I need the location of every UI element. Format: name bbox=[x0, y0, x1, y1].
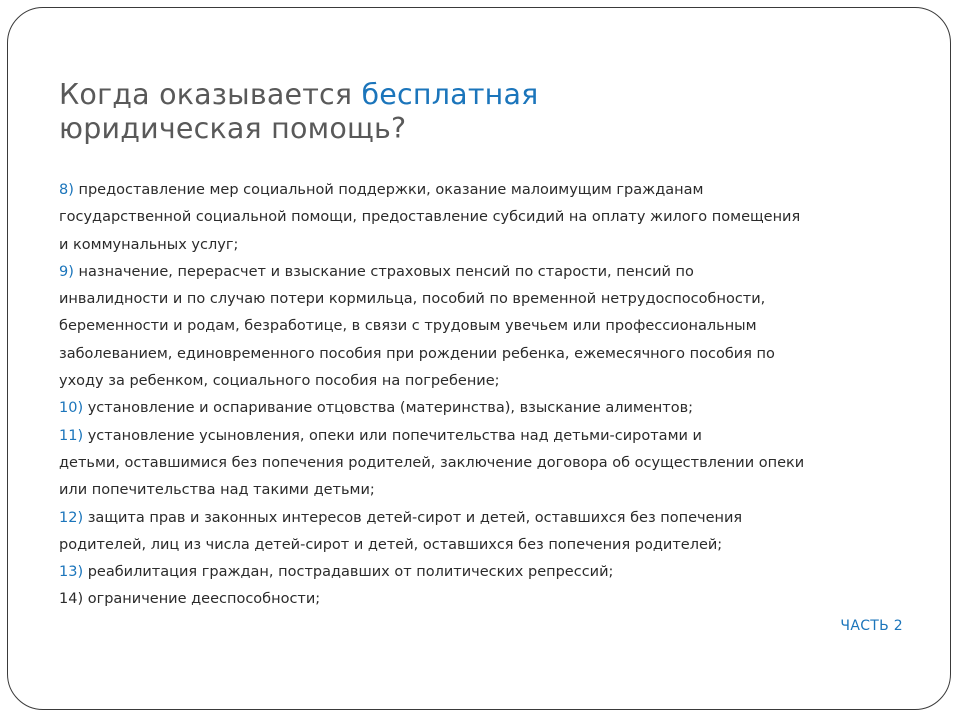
item-line: беременности и родам, безработице, в связи с трудовым увечьем или профессиональным bbox=[59, 318, 757, 335]
item-number: 12) bbox=[59, 509, 84, 526]
item-line: или попечительства над такими детьми; bbox=[59, 482, 375, 499]
item-line: и коммунальных услуг; bbox=[59, 236, 239, 253]
item-line: защита прав и законных интересов детей-сирот и детей, оставшихся без попечения bbox=[87, 509, 743, 526]
list-item-9-cont bbox=[59, 368, 889, 395]
item-line: реабилитация граждан, пострадавших от политических репрессий; bbox=[87, 564, 614, 581]
item-line: ограничение дееспособности; bbox=[87, 591, 321, 608]
item-line: уходу за ребенком, социального пособия на погребение; bbox=[59, 373, 500, 390]
item-line: установление усыновления, опеки или попечительства над детьми-сиротами и bbox=[87, 427, 702, 444]
list-item-8 bbox=[59, 177, 889, 204]
title-line2: юридическая помощь? bbox=[59, 112, 407, 145]
list-item-13 bbox=[59, 559, 889, 586]
part-label: ЧАСТЬ 2 bbox=[840, 618, 903, 634]
item-line: государственной социальной помощи, предоставление субсидий на оплату жилого помещения bbox=[59, 209, 801, 226]
list-item-8-cont bbox=[59, 204, 889, 231]
title-text: Когда оказывается bbox=[59, 78, 362, 111]
list-item-12-cont bbox=[59, 532, 889, 559]
item-number: 8) bbox=[59, 182, 74, 198]
item-line: назначение, перерасчет и взыскание страховых пенсий по старости, пенсий по bbox=[78, 263, 694, 280]
item-number: 11) bbox=[59, 427, 84, 444]
item-line: предоставление мер социальной поддержки, оказание малоимущим гражданам bbox=[78, 182, 704, 198]
list-item-9 bbox=[59, 259, 889, 286]
slide-title bbox=[59, 78, 759, 146]
item-number: 13) bbox=[59, 564, 84, 581]
list-item-9-cont bbox=[59, 286, 889, 313]
item-line: детьми, оставшимися без попечения родителей, заключение договора об осуществлении опеки bbox=[59, 454, 805, 471]
list-item-10 bbox=[59, 395, 889, 422]
list-item-11-cont bbox=[59, 450, 889, 477]
item-line: установление и оспаривание отцовства (материнства), взыскание алиментов; bbox=[87, 400, 694, 417]
item-line: инвалидности и по случаю потери кормильца, пособий по временной нетрудоспособности, bbox=[59, 291, 766, 308]
list-item-11-cont bbox=[59, 477, 889, 504]
item-line: родителей, лиц из числа детей-сирот и детей, оставшихся без попечения родителей; bbox=[59, 536, 723, 553]
title-accent: бесплатная bbox=[361, 78, 539, 111]
list-item-12 bbox=[59, 505, 889, 532]
content-list bbox=[59, 177, 889, 614]
item-number: 14) bbox=[59, 591, 84, 608]
list-item-9-cont bbox=[59, 313, 889, 340]
item-line: заболеванием, единовременного пособия при рождении ребенка, ежемесячного пособия по bbox=[59, 345, 775, 362]
item-number: 9) bbox=[59, 263, 74, 280]
list-item-14 bbox=[59, 586, 889, 613]
list-item-8-cont bbox=[59, 232, 889, 259]
list-item-9-cont bbox=[59, 341, 889, 368]
list-item-11 bbox=[59, 423, 889, 450]
item-number: 10) bbox=[59, 400, 84, 417]
